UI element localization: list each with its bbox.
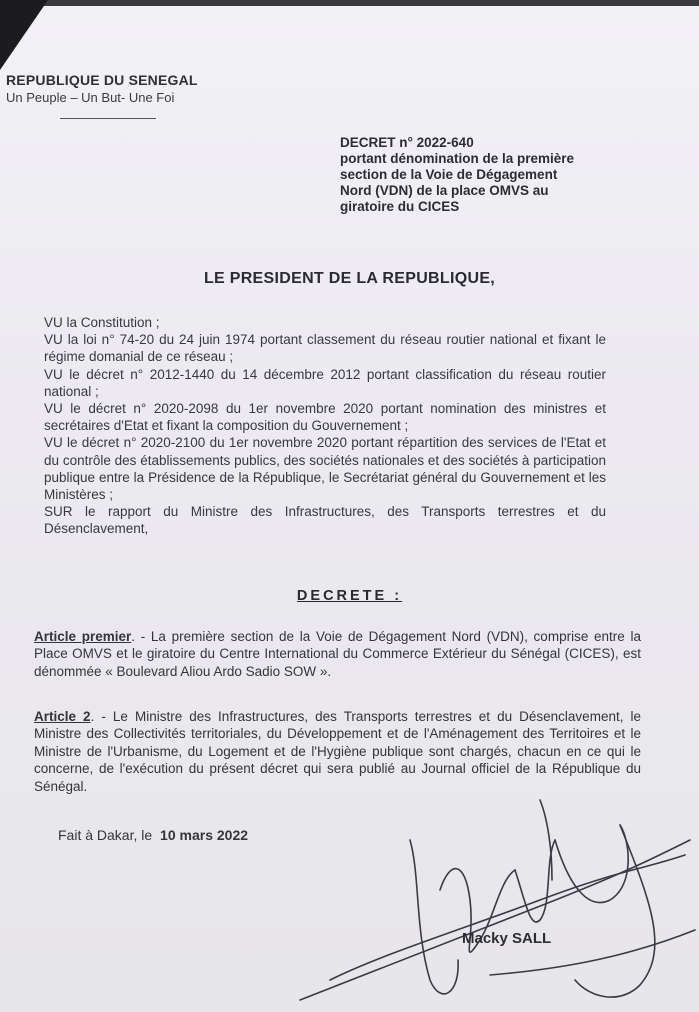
signer-name: Macky SALL [462,930,552,947]
visa-item: SUR le rapport du Ministre des Infrastructures, des Transports terrestres et du Désenclavement, [44,504,606,537]
visa-item: VU la Constitution ; [44,315,160,330]
article-1-text: . - La première section de la Voie de Dégagement Nord (VDN), comprise entre la Place OMVS et le giratoire du Centre International du Commerce Extérieur du Sénégal (CICES), est dénommée « Boulevard Aliou Ardo Sadio SOW ». [34,629,642,679]
national-motto: Un Peuple – Un But- Une Foi [6,90,175,105]
decree-number: DECRET n° 2022-640 [340,135,474,150]
article-2-text: . - Le Ministre des Infrastructures, des Transports terrestres et du Désenclavement, le Ministre des Collectivités territoriales, du Développement et de l'Aménagement des Territoires et le Ministre de l'Urbanisme, du Logement et de l'Hygiène publique sont chargés, chacun en ce qui le concerne, de l'exécution du présent décret qui sera publié au Journal officiel de la République du Sénégal. [34,709,642,794]
article-1-label: Article premier [34,629,132,644]
signature-place-date [58,827,248,843]
place-label: Fait à Dakar, le [58,827,153,843]
letterhead [6,72,198,105]
visa-item: VU la loi n° 74-20 du 24 juin 1974 portant classement du réseau routier national et fixant le régime domanial de ce réseau ; [44,332,606,365]
president-heading: LE PRESIDENT DE LA REPUBLIQUE, [203,270,496,287]
corner-shadow [0,0,48,70]
visa-item: VU le décret n° 2020-2100 du 1er novembre 2020 portant répartition des services de l'Etat et du contrôle des établissements publics, des sociétés nationales et des sociétés à participation publique entre la Présidence de la République, le Secrétariat général du Gouvernement et les Ministères ; [44,435,606,503]
signature-date: 10 mars 2022 [160,827,249,843]
top-edge [0,0,699,6]
decrete-label: DECRETE : [296,588,403,604]
motto-divider [60,118,156,119]
visas-list [44,314,606,538]
article-1 [34,628,641,680]
decree-title-line: Nord (VDN) de la place OMVS au [340,183,549,198]
article-2-label: Article 2 [34,709,91,724]
republic-name: REPUBLIQUE DU SENEGAL [6,72,198,88]
decree-title-line: section de la Voie de Dégagement [340,167,558,182]
decree-title [340,135,640,215]
visa-item: VU le décret n° 2012-1440 du 14 décembre 2012 portant classification du réseau routier national ; [44,366,606,399]
decrete-heading [0,588,699,604]
decree-title-line: portant dénomination de la première [340,151,575,166]
handwritten-signature [290,780,699,1012]
visa-item: VU le décret n° 2020-2098 du 1er novembre 2020 portant nomination des ministres et secrétaires d'Etat et fixant la composition du Gouvernement ; [44,401,606,434]
decree-title-line: giratoire du CICES [340,199,460,214]
article-1-body [34,628,641,680]
